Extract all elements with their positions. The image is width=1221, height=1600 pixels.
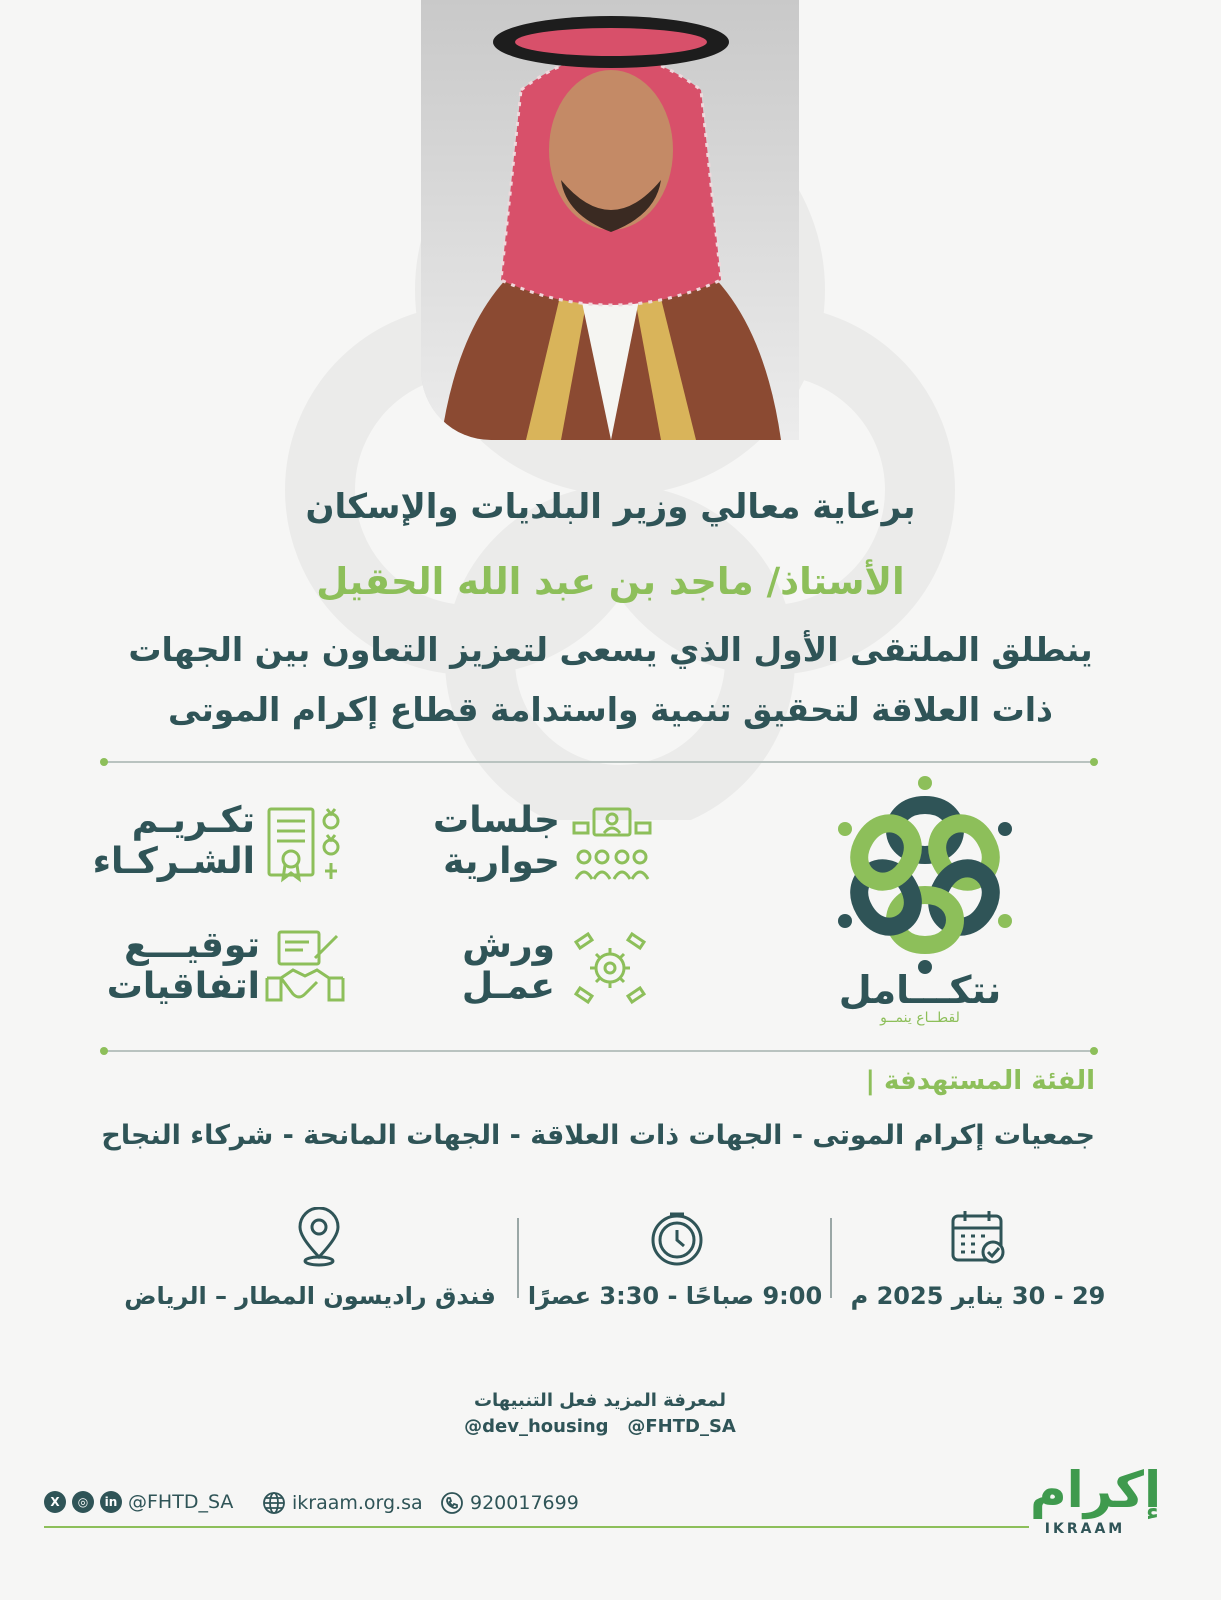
ikraam-logo-text: IKRAAM bbox=[1044, 1521, 1126, 1537]
event-location: فندق راديسون المطار – الرياض bbox=[124, 1282, 496, 1310]
patron-portrait bbox=[421, 0, 799, 440]
description-line-1: ينطلق الملتقى الأول الذي يسعى لتعزيز التعاون بين الجهات bbox=[128, 630, 1093, 669]
instagram-icon[interactable]: ◎ bbox=[72, 1491, 94, 1513]
feature-label: ورش bbox=[462, 925, 555, 966]
info-separator bbox=[830, 1218, 832, 1298]
target-audience-title: الفئة المستهدفة | bbox=[865, 1066, 1095, 1096]
feature-partners-recognition bbox=[92, 800, 255, 883]
website-text: ikraam.org.sa bbox=[292, 1492, 423, 1514]
patron-name: الأستاذ/ ماجد بن عبد الله الحقيل bbox=[316, 560, 905, 603]
feature-dialogue-sessions bbox=[433, 800, 560, 883]
social-handle[interactable]: @FHTD_SA bbox=[128, 1491, 234, 1513]
divider-bottom bbox=[104, 1050, 1094, 1052]
feature-label: عمـل bbox=[461, 966, 555, 1008]
feature-label: تكـريـم bbox=[131, 800, 255, 841]
location-pin-icon bbox=[294, 1207, 344, 1269]
ikraam-logo-ar: إكرام bbox=[1030, 1461, 1162, 1519]
feature-label: الشـركـاء bbox=[92, 841, 255, 883]
certificate-medals-icon bbox=[265, 805, 345, 885]
footer-line bbox=[44, 1526, 1029, 1528]
ikraam-logo bbox=[1030, 1461, 1162, 1537]
website-link[interactable] bbox=[262, 1491, 423, 1515]
calendar-icon bbox=[949, 1208, 1007, 1266]
clock-icon bbox=[648, 1210, 706, 1268]
logo-name: نتكـــامل bbox=[838, 968, 1002, 1012]
more-info-text: لمعرفة المزيد فعل التنبيهات bbox=[473, 1390, 727, 1411]
more-info-handles[interactable]: @dev_housing @FHTD_SA bbox=[464, 1416, 736, 1437]
feature-label: جلسات bbox=[433, 800, 560, 841]
event-time: 9:00 صباحًا - 3:30 عصرًا bbox=[527, 1282, 823, 1310]
linkedin-icon[interactable]: in bbox=[100, 1491, 122, 1513]
description-line-2: ذات العلاقة لتحقيق تنمية واستدامة قطاع إكرام الموتى bbox=[168, 690, 1053, 729]
patron-line: برعاية معالي وزير البلديات والإسكان bbox=[305, 487, 916, 527]
phone-link[interactable] bbox=[440, 1491, 579, 1515]
divider-top bbox=[104, 761, 1094, 763]
workshop-gears-icon bbox=[570, 928, 650, 1008]
feature-label: اتفاقيات bbox=[106, 966, 260, 1008]
x-twitter-icon[interactable]: X bbox=[44, 1491, 66, 1513]
feature-label: توقيـــع bbox=[124, 925, 260, 966]
takamul-logo-icon bbox=[820, 775, 1030, 985]
target-audience-list: جمعيات إكرام الموتى - الجهات ذات العلاقة - الجهات المانحة - شركاء النجاح bbox=[101, 1120, 1095, 1151]
feature-agreements-signing bbox=[100, 925, 260, 1008]
phone-icon bbox=[440, 1491, 464, 1515]
handshake-contract-icon bbox=[265, 928, 345, 1008]
social-links bbox=[44, 1491, 233, 1513]
feature-workshops bbox=[440, 925, 555, 1008]
phone-number: 920017699 bbox=[470, 1492, 579, 1514]
feature-label: حوارية bbox=[443, 841, 560, 883]
event-date: 29 - 30 يناير 2025 م bbox=[850, 1282, 1106, 1310]
logo-tagline: لقطــاع ينمــو bbox=[880, 1010, 960, 1026]
dialogue-sessions-icon bbox=[572, 805, 652, 885]
info-separator bbox=[517, 1218, 519, 1298]
globe-icon bbox=[262, 1491, 286, 1515]
